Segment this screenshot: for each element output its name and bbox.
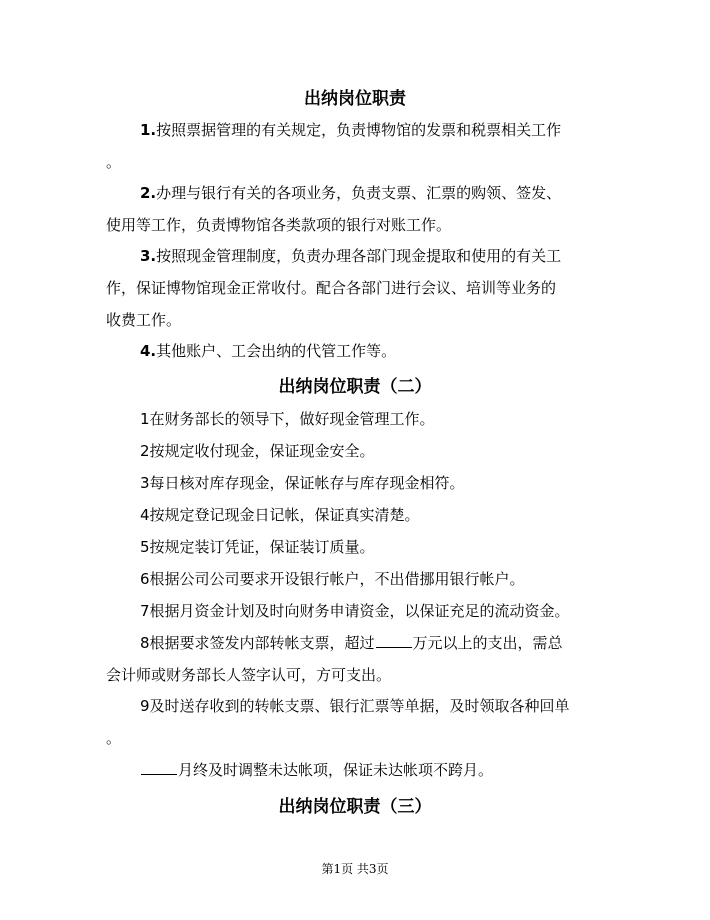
list-item: 6根据公司公司要求开设银行帐户，不出借挪用银行帐户。: [140, 570, 525, 588]
section1-item-3: [106, 240, 606, 336]
item-text: 使用等工作，负责博物馆各类款项的银行对账工作。: [106, 216, 452, 234]
section1-item-4: [106, 335, 606, 367]
list-item: 1在财务部长的领导下，做好现金管理工作。: [140, 410, 435, 428]
section1-item-2: [106, 177, 606, 241]
list-item: 2按规定收付现金，保证现金安全。: [140, 442, 375, 460]
item-text: 月终及时调整未达帐项，保证未达帐项不跨月。: [178, 761, 494, 779]
section2-items: [106, 403, 606, 691]
item-text: 收费工作。: [106, 311, 182, 329]
fill-in-blank: [376, 633, 412, 648]
item-number: 2.: [140, 184, 157, 202]
section1-item-1: [106, 114, 606, 178]
list-item: 5按规定装订凭证，保证装订质量。: [140, 538, 375, 556]
page-number: 第1页 共3页: [321, 862, 389, 876]
list-item: 3每日核对库存现金，保证帐存与库存现金相符。: [140, 474, 465, 492]
section-title-1: 出纳岗位职责: [304, 89, 406, 109]
list-item-cont: 。: [106, 729, 122, 747]
item-text: 万元以上的支出，需总: [412, 634, 563, 652]
list-item: 9及时送存收到的转帐支票、银行汇票等单据，及时领取各种回单: [140, 697, 570, 715]
item-text: 。: [106, 153, 122, 171]
section2-item-9: [106, 690, 606, 754]
section-title-2: 出纳岗位职责（二）: [278, 377, 432, 397]
item-text: 办理与银行有关的各项业务，负责支票、汇票的购领、签发、: [156, 184, 562, 202]
section2-item-10: [106, 754, 606, 786]
list-item: 4按规定登记现金日记帐，保证真实清楚。: [140, 506, 420, 524]
list-item-8-cont: 会计师或财务部长人签字认可，方可支出。: [106, 666, 392, 684]
list-item-8: [106, 627, 606, 659]
item-text: 8根据要求签发内部转帐支票，超过: [140, 634, 375, 652]
item-text: 作，保证博物馆现金正常收付。配合各部门进行会议、培训等业务的: [106, 279, 557, 297]
item-number: 1.: [140, 121, 157, 139]
item-text: 按照票据管理的有关规定，负责博物馆的发票和税票相关工作: [156, 121, 562, 139]
fill-in-blank: [141, 760, 177, 775]
section-title-3: 出纳岗位职责（三）: [278, 797, 432, 817]
item-text: 按照现金管理制度，负责办理各部门现金提取和使用的有关工: [156, 247, 562, 265]
list-item: 7根据月资金计划及时向财务申请资金，以保证充足的流动资金。: [140, 602, 570, 620]
item-number: 3.: [140, 247, 157, 265]
item-text: 其他账户、工会出纳的代管工作等。: [156, 342, 397, 360]
item-number: 4.: [140, 342, 157, 360]
